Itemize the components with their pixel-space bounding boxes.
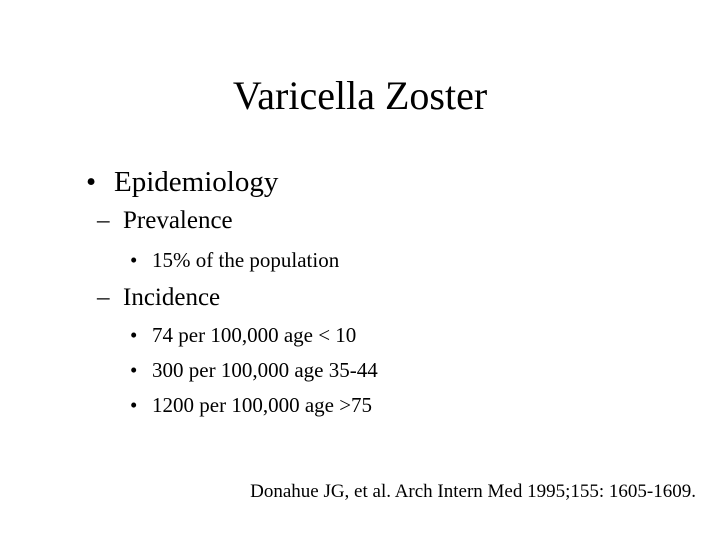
sub-sub-bullet-incidence-35-44 — [130, 357, 378, 383]
sub-sub-bullet-prevalence-value — [130, 247, 339, 273]
bullet-dot-icon: • — [130, 393, 138, 417]
bullet-dot-icon: • — [130, 358, 138, 382]
sub-bullet-prevalence — [97, 206, 233, 236]
sub-sub-bullet-text: 1200 per 100,000 age >75 — [152, 393, 373, 417]
slide-title: Varicella Zoster — [232, 73, 488, 118]
sub-bullet-text: Prevalence — [123, 207, 233, 234]
bullet-dot-icon: • — [130, 323, 138, 347]
sub-sub-bullet-text: 15% of the population — [152, 248, 340, 272]
bullet-dot-icon: • — [130, 248, 138, 272]
sub-sub-bullet-text: 300 per 100,000 age 35-44 — [152, 358, 378, 382]
sub-bullet-incidence — [97, 283, 220, 313]
citation: Donahue JG, et al. Arch Intern Med 1995;155: 1605-1609. — [250, 481, 696, 502]
dash-bullet-icon: – — [97, 284, 110, 311]
sub-sub-bullet-incidence-under-10 — [130, 322, 356, 348]
bullet-item-epidemiology — [86, 165, 278, 199]
bullet-text: Epidemiology — [114, 166, 279, 198]
sub-bullet-text: Incidence — [123, 284, 221, 311]
sub-sub-bullet-text: 74 per 100,000 age < 10 — [152, 323, 357, 347]
dash-bullet-icon: – — [97, 207, 110, 234]
bullet-dot-icon: • — [86, 166, 97, 198]
sub-sub-bullet-incidence-over-75 — [130, 392, 372, 418]
